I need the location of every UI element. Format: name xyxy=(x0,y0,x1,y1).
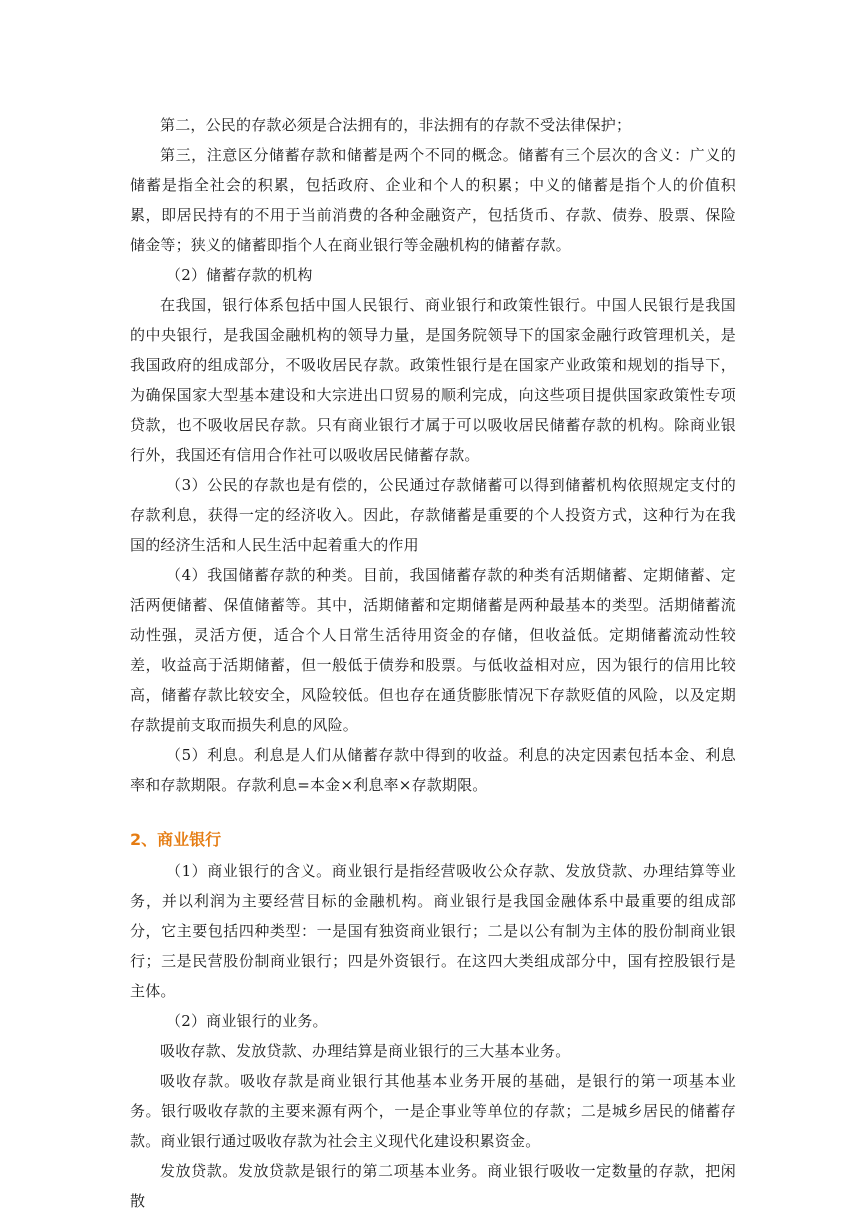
paragraph-deposit-types: （4）我国储蓄存款的种类。目前，我国储蓄存款的种类有活期储蓄、定期储蓄、定活两便储蓄、保值储蓄等。其中，活期储蓄和定期储蓄是两种最基本的类型。活期储蓄流动性强，灵活方便，适合个人日常生活待用资金的存储，但收益低。定期储蓄流动性较差，收益高于活期储蓄，但一般低于债券和股票。与低收益相对应，因为银行的信用比较高，储蓄存款比较安全，风险较低。但也存在通货膨胀情况下存款贬值的风险，以及定期存款提前支取而损失利息的风险。 xyxy=(130,566,736,734)
subheading-commercial-bank-business: （2）商业银行的业务。 xyxy=(166,1012,328,1030)
paragraph-deposit-paid: （3）公民的存款也是有偿的，公民通过存款储蓄可以得到储蓄机构依照规定支付的存款利息，获得一定的经济收入。因此，存款储蓄是重要的个人投资方式，这种行为在我国的经济生活和人民生活中起着重大的作用 xyxy=(130,476,736,554)
paragraph-commercial-bank-definition: （1）商业银行的含义。商业银行是指经营吸收公众存款、发放贷款、办理结算等业务，并以利润为主要经营目标的金融机构。商业银行是我国金融体系中最重要的组成部分，它主要包括四种类型：一是国有独资商业银行；二是以公有制为主体的股份制商业银行；三是民营股份制商业银行；四是外资银行。在这四大类组成部分中，国有控股银行是主体。 xyxy=(130,862,736,1000)
paragraph-bank-system: 在我国，银行体系包括中国人民银行、商业银行和政策性银行。中国人民银行是我国的中央银行，是我国金融机构的领导力量，是国务院领导下的国家金融行政管理机关，是我国政府的组成部分，不吸收居民存款。政策性银行是在国家产业政策和规划的指导下，为确保国家大型基本建设和大宗进出口贸易的顺利完成，向这些项目提供国家政策性专项贷款，也不吸收居民存款。只有商业银行才属于可以吸收居民储蓄存款的机构。除商业银行外，我国还有信用合作社可以吸收居民储蓄存款。 xyxy=(130,296,736,464)
paragraph-absorb-deposits: 吸收存款。吸收存款是商业银行其他基本业务开展的基础，是银行的第一项基本业务。银行吸收存款的主要来源有两个，一是企事业等单位的存款；二是城乡居民的储蓄存款。商业银行通过吸收存款为社会主义现代化建设积累资金。 xyxy=(130,1072,736,1150)
subheading-savings-institutions: （2）储蓄存款的机构 xyxy=(166,266,313,284)
paragraph-interest: （5）利息。利息是人们从储蓄存款中得到的收益。利息的决定因素包括本金、利息率和存款期限。存款利息=本金×利息率×存款期限。 xyxy=(130,746,736,794)
paragraph-third-point: 第三，注意区分储蓄存款和储蓄是两个不同的概念。储蓄有三个层次的含义：广义的储蓄是指全社会的积累，包括政府、企业和个人的积累；中义的储蓄是指个人的价值积累，即居民持有的不用于当前消费的各种金融资产，包括货币、存款、债券、股票、保险储金等；狭义的储蓄即指个人在商业银行等金融机构的储蓄存款。 xyxy=(130,146,736,254)
paragraph-three-businesses: 吸收存款、发放贷款、办理结算是商业银行的三大基本业务。 xyxy=(160,1042,571,1060)
paragraph-issue-loans: 发放贷款。发放贷款是银行的第二项基本业务。商业银行吸收一定数量的存款，把闲散 xyxy=(130,1162,736,1210)
document-page xyxy=(130,110,736,1216)
paragraph-second-point: 第二，公民的存款必须是合法拥有的，非法拥有的存款不受法律保护； xyxy=(160,116,632,134)
section-title-commercial-bank: 2、商业银行 xyxy=(130,830,222,849)
